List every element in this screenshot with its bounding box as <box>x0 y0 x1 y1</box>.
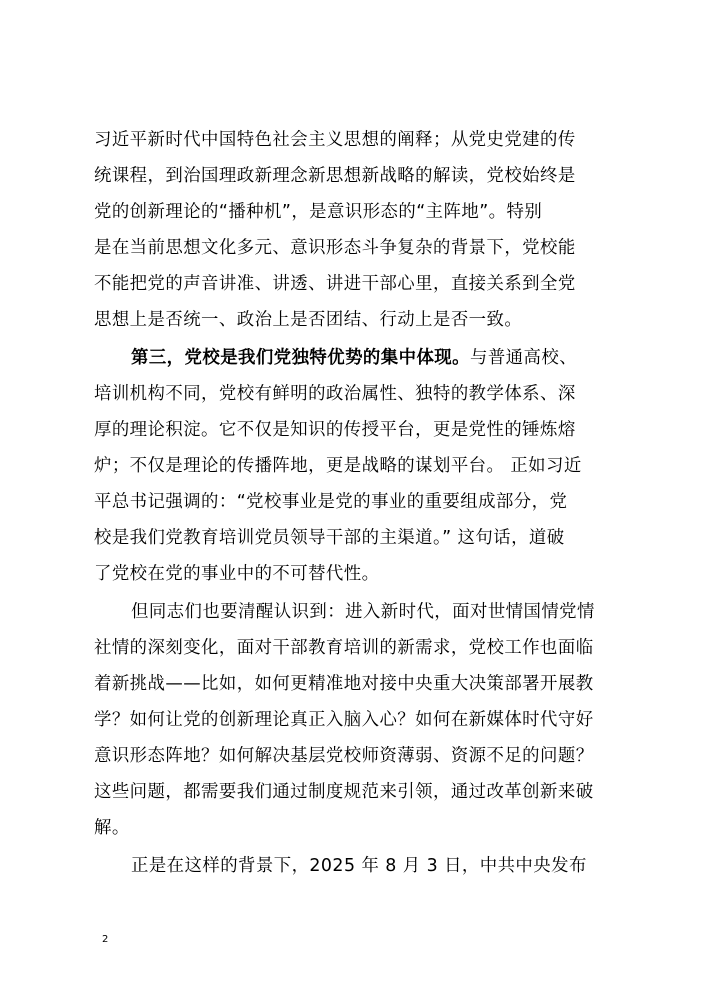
paragraph-4-line-1: 正是在这样的背景下，2025 年 8 月 3 日，中共中央发布 <box>131 856 587 876</box>
paragraph-3-line-3: 着新挑战——比如，如何更精准地对接中央重大决策部署开展教 <box>94 674 594 694</box>
paragraph-3-line-6: 这些问题，都需要我们通过制度规范来引领，通过改革创新来破 <box>94 782 594 802</box>
paragraph-1-line-6: 思想上是否统一、政治上是否团结、行动上是否一致。 <box>94 310 523 330</box>
paragraph-3-line-1: 但同志们也要清醒认识到：进入新时代，面对世情国情党情 <box>131 602 595 622</box>
paragraph-2-line-6: 校是我们党教育培训党员领导干部的主渠道。” 这句话，道破 <box>94 528 565 548</box>
paragraph-1-line-2: 统课程，到治国理政新理念新思想新战略的解读，党校始终是 <box>94 166 576 186</box>
paragraph-2-line-4: 炉；不仅是理论的传播阵地，更是战略的谋划平台。 正如习近 <box>94 456 582 476</box>
paragraph-1-line-4: 是在当前思想文化多元、意识形态斗争复杂的背景下，党校能 <box>94 238 576 258</box>
paragraph-2-line-5: 平总书记强调的：“党校事业是党的事业的重要组成部分，党 <box>94 492 568 512</box>
paragraph-1-line-3: 党的创新理论的“播种机”，是意识形态的“主阵地”。特别 <box>94 202 543 222</box>
paragraph-2-line-3: 厚的理论积淀。它不仅是知识的传授平台，更是党性的锤炼熔 <box>94 420 576 440</box>
page-number: 2 <box>102 934 109 945</box>
paragraph-1-line-1: 习近平新时代中国特色社会主义思想的阐释；从党史党建的传 <box>94 130 576 150</box>
paragraph-2-line-2: 培训机构不同，党校有鲜明的政治属性、独特的教学体系、深 <box>94 384 576 404</box>
paragraph-3-line-4: 学？如何让党的创新理论真正入脑入心？如何在新媒体时代守好 <box>94 710 594 730</box>
paragraph-2-line-1-text: 与普通高校、 <box>469 348 578 368</box>
paragraph-2-line-1 <box>131 346 614 370</box>
paragraph-2-lead: 第三，党校是我们党独特优势的集中体现。 <box>131 348 470 368</box>
paragraph-2-line-7: 了党校在党的事业中的不可替代性。 <box>94 564 380 584</box>
paragraph-3-line-5: 意识形态阵地？如何解决基层党校师资薄弱、资源不足的问题？ <box>94 746 594 766</box>
paragraph-1-line-5: 不能把党的声音讲准、讲透、讲进干部心里，直接关系到全党 <box>94 274 576 294</box>
paragraph-3-line-2: 社情的深刻变化，面对干部教育培训的新需求，党校工作也面临 <box>94 638 594 658</box>
paragraph-3-line-7: 解。 <box>94 818 130 838</box>
